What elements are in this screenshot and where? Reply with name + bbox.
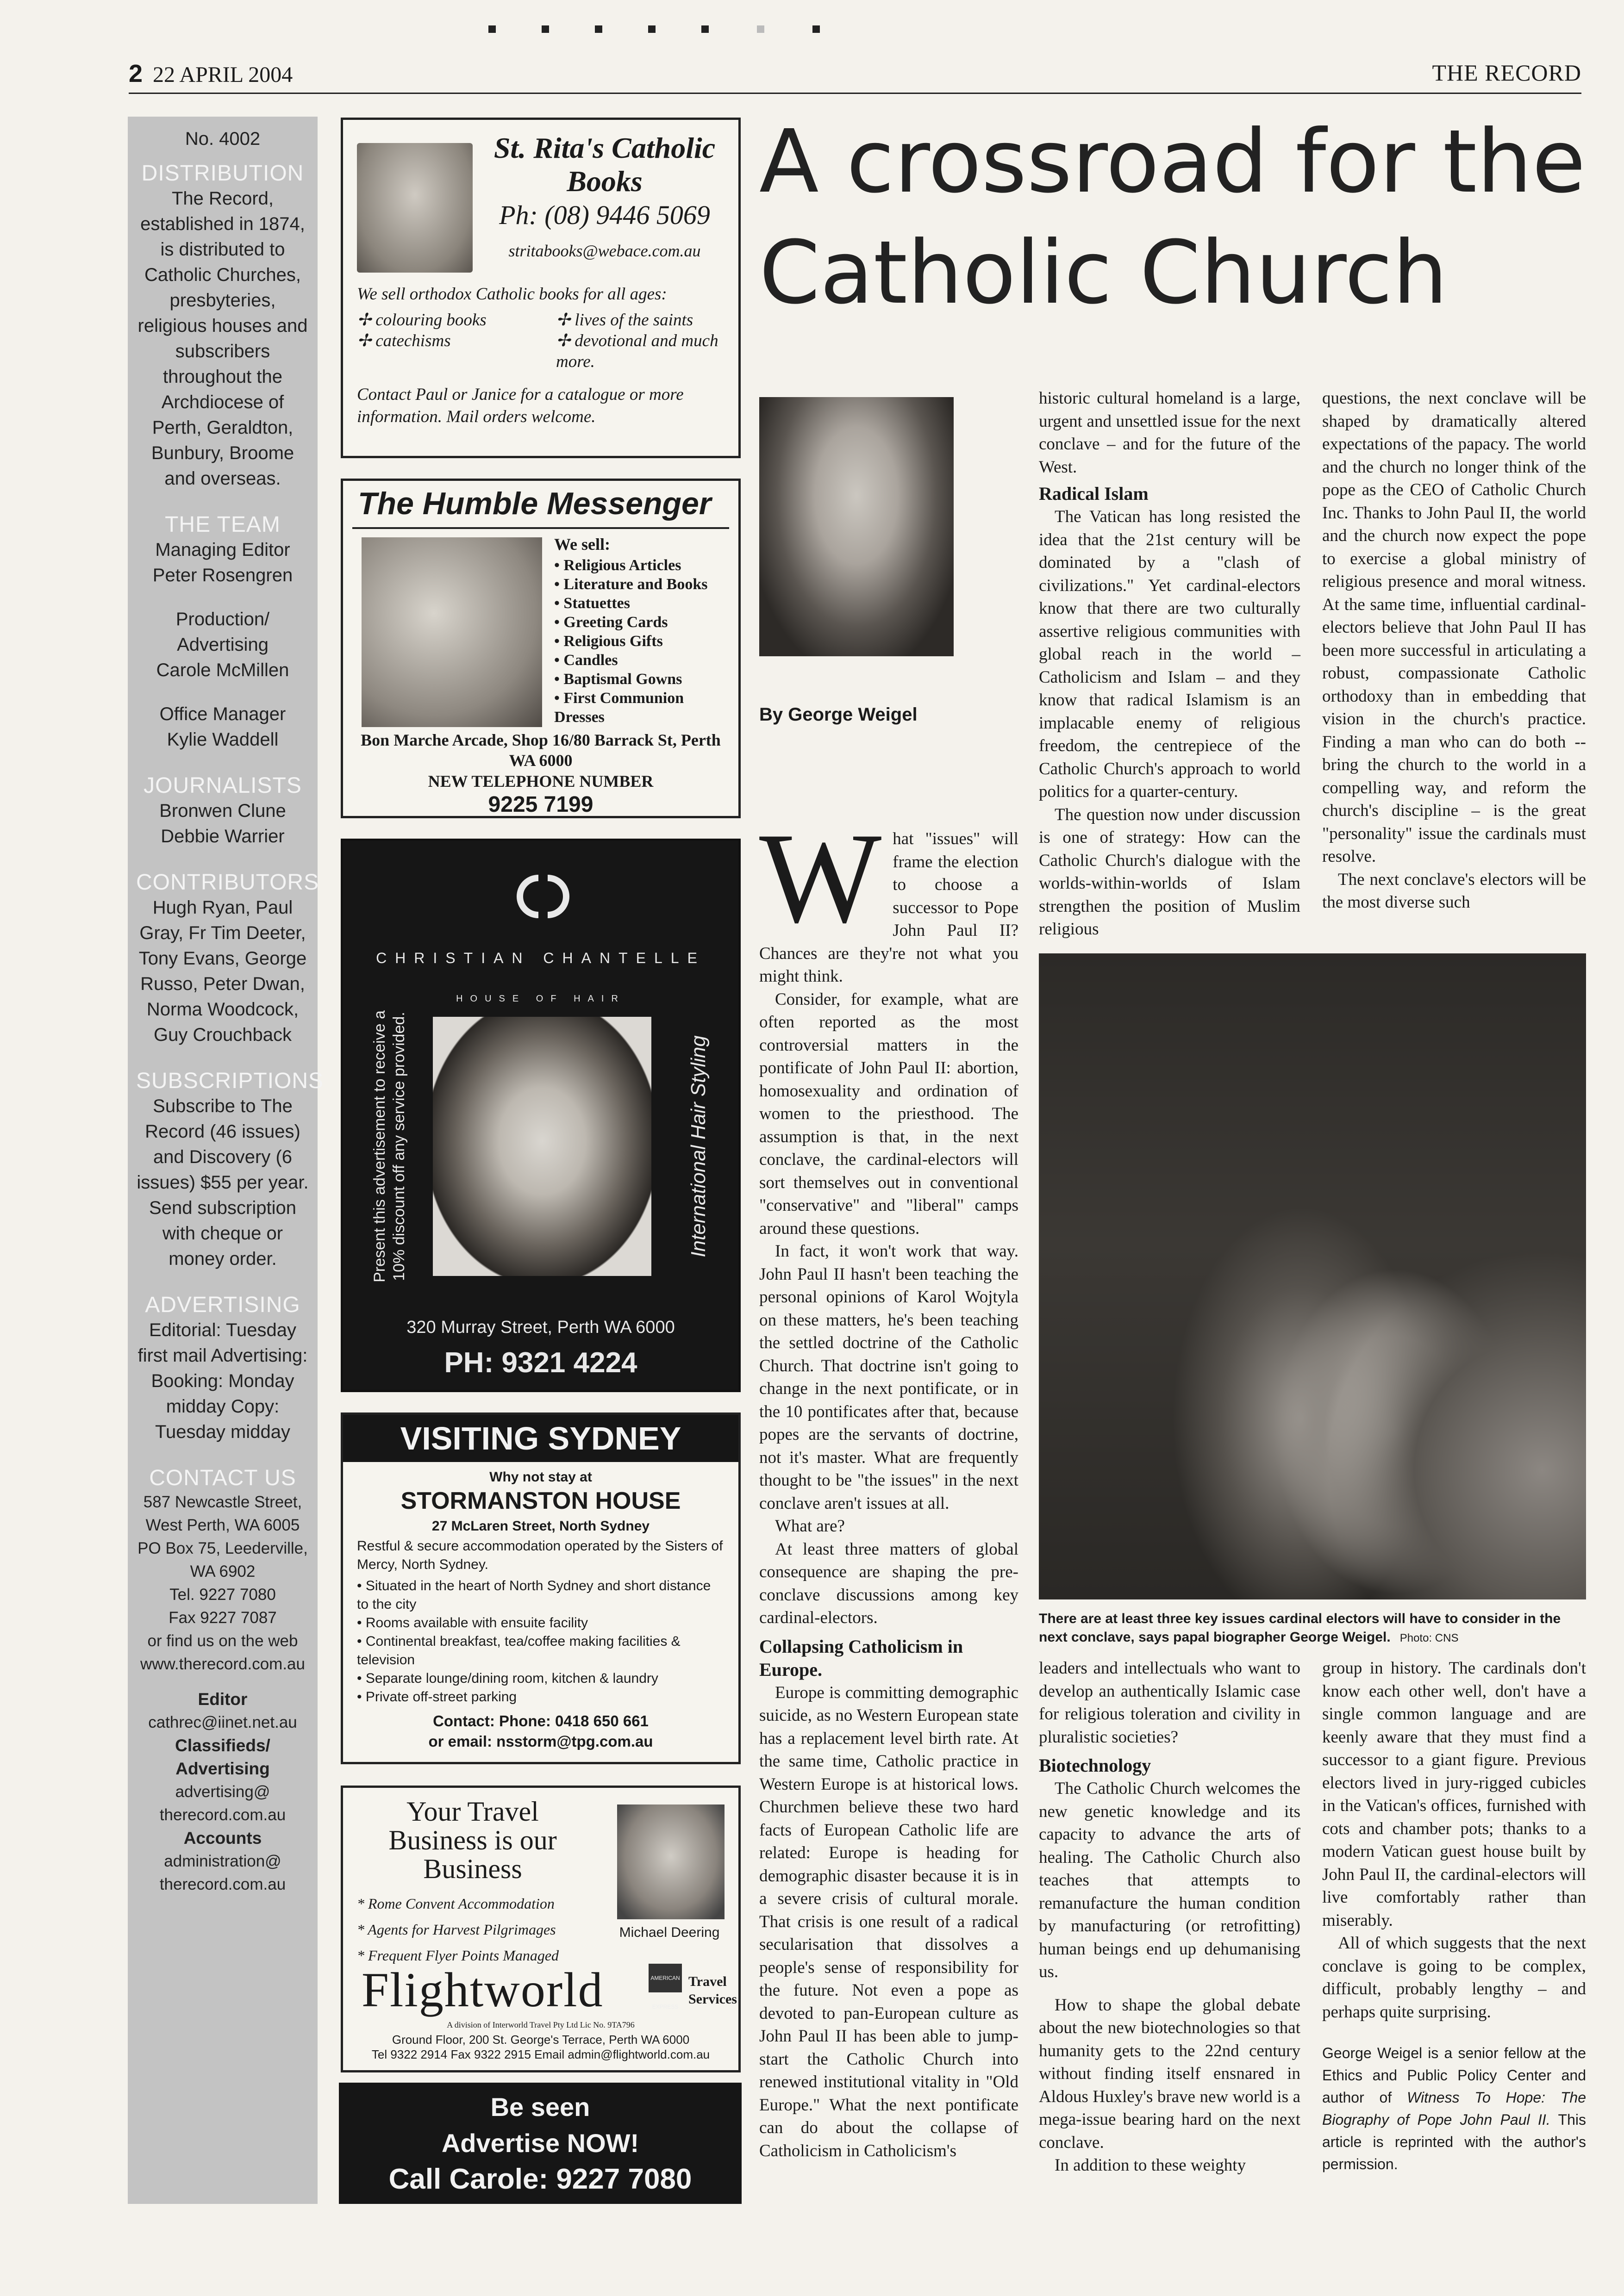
ad-item: • Greeting Cards: [554, 614, 668, 631]
ad-address: 320 Murray Street, Perth WA 6000: [406, 1318, 675, 1337]
subscriptions-heading: SUBSCRIPTIONS: [136, 1069, 324, 1093]
page-number: 2: [129, 60, 143, 87]
ad-item: • Statuettes: [554, 595, 630, 612]
christian-chantelle-ad: [341, 839, 741, 1392]
article-paragraph: What are?: [775, 1517, 845, 1536]
article-headline: A crossroad for the Catholic Church: [759, 111, 1586, 324]
ad-item: ✢ lives of the saints: [556, 311, 693, 330]
managing-editor-role: Managing Editor: [155, 540, 290, 560]
ad-item: • First Communion Dresses: [554, 690, 684, 726]
ad-brand: CHRISTIAN CHANTELLE: [376, 950, 706, 966]
registration-mark: [757, 25, 764, 33]
managing-editor-name: Peter Rosengren: [152, 565, 293, 585]
ad-item: • Continental breakfast, tea/coffee making facilities & television: [357, 1634, 681, 1668]
ad-contact: Contact Paul or Janice for a catalogue or more information. Mail orders welcome.: [357, 385, 684, 426]
registration-mark: [542, 25, 549, 33]
ad-house: HOUSE OF HAIR: [456, 994, 625, 1004]
ad-new-tel-label: NEW TELEPHONE NUMBER: [428, 772, 654, 790]
ad-sell-heading: We sell:: [554, 535, 610, 554]
cherubs-image: [362, 537, 542, 727]
ad-line: Be seen: [490, 2092, 590, 2122]
registration-mark: [701, 25, 709, 33]
ad-division: A division of Interworld Travel Pty Ltd Lic No. 9TA796: [447, 2020, 635, 2029]
ad-item: ✢ devotional and much more.: [556, 331, 718, 371]
flightworld-logo: Flightworld: [362, 1963, 604, 2017]
cc-logo-icon: [506, 869, 580, 924]
ad-item: • Religious Articles: [554, 557, 681, 574]
article-paragraph: All of which suggests that the next conclave is going to be complex, difficult, probably lengthy – and perhaps quite surprising.: [1322, 1934, 1586, 2022]
ad-phone: Ph: (08) 9446 5069: [499, 200, 710, 230]
contact-web: or find us on the web www.therecord.com.au: [140, 1632, 305, 1673]
ad-item-list: [554, 556, 735, 727]
article-paragraph: At least three matters of global consequence are shaping the pre-conclave discussions among key cardinal-electors.: [759, 1539, 1018, 1627]
distribution-heading: DISTRIBUTION: [141, 161, 304, 186]
amex-logo-icon: AMERICAN EXPRESS: [649, 1964, 682, 1992]
ad-heading: VISITING SYDNEY: [343, 1415, 738, 1462]
ad-item: • Separate lounge/dining room, kitchen & laundry: [357, 1671, 658, 1686]
ad-item: ✢ colouring books: [357, 311, 487, 330]
article-column-3-bottom: [1322, 1657, 1586, 2175]
ad-contact-phone: Contact: Phone: 0418 650 661: [433, 1712, 649, 1730]
article-subheading: Radical Islam: [1039, 483, 1149, 504]
ad-address-line: Ground Floor, 200 St. George's Terrace, Perth WA 6000: [392, 2033, 690, 2047]
ad-item: • Baptismal Gowns: [554, 671, 682, 688]
article-subheading: Collapsing Catholicism in Europe.: [759, 1636, 963, 1680]
saint-rita-image: [357, 143, 473, 273]
article-paragraph: group in history. The cardinals don't know each other well, don't have a single common language and are keenly aware that they must find a successor to a giant figure. Previous electors lived in jury-rigged cubicles in the Vatican's offices, furnished with cots and chamber pots; thanks to a modern Vatican guest house built by John Paul II, the cardinal-electors will live comfortably rather than miserably.: [1322, 1659, 1586, 1930]
article-subheading: Biotechnology: [1039, 1755, 1151, 1776]
registration-mark: [488, 25, 496, 33]
agent-photo: [617, 1804, 725, 1919]
article-byline: By George Weigel: [759, 704, 918, 725]
editor-email: cathrec@iinet.net.au: [148, 1713, 297, 1731]
ad-contact-email: or email: nsstorm@tpg.com.au: [428, 1733, 653, 1750]
ad-item: * Frequent Flyer Points Managed: [357, 1947, 559, 1964]
editor-label: Editor: [198, 1690, 248, 1709]
cardinals-photo: [1039, 953, 1586, 1599]
article-paragraph: Consider, for example, what are often reported as the most controversial matters in the pontificate of John Paul II: abortion, homosexuality and ordination of women to the priesthood. The assumption is that, in the next conclave, the cardinal-electors will sort themselves out in conventional "conservative" and "liberal" camps around these questions.: [759, 989, 1018, 1238]
ad-tagline: International Hair Styling: [687, 1035, 710, 1257]
registration-mark: [595, 25, 602, 33]
humble-messenger-ad: [341, 479, 741, 818]
ad-item: * Rome Convent Accommodation: [357, 1895, 555, 1912]
production-name: Carole McMillen: [156, 660, 289, 680]
author-bio: [1322, 2042, 1586, 2175]
ad-description: Restful & secure accommodation operated by the Sisters of Mercy, North Sydney.: [357, 1538, 723, 1572]
ad-title: The Humble Messenger: [358, 486, 712, 521]
contact-address: 587 Newcastle Street, West Perth, WA 6005 PO Box 75, Leederville, WA 6902: [137, 1493, 308, 1580]
ad-item: • Private off-street parking: [357, 1689, 517, 1705]
bio-text: This article is reprinted with the author's permission.: [1322, 2111, 1587, 2172]
ad-heading: Your Travel Business is our Business: [388, 1796, 557, 1884]
photo-caption: [1039, 1610, 1586, 1648]
accounts-email: administration@ therecord.com.au: [159, 1852, 286, 1893]
article-paragraph: The next conclave's electors will be the most diverse such: [1322, 870, 1586, 912]
contributors-text: Hugh Ryan, Paul Gray, Fr Tim Deeter, Tony Evans, George Russo, Peter Dwan, Norma Woodcock, Guy Crouchback: [138, 897, 307, 1045]
ad-item: * Agents for Harvest Pilgrimages: [357, 1921, 556, 1938]
article-paragraph: In addition to these weighty: [1055, 2156, 1246, 2175]
ad-line: Advertise NOW!: [441, 2128, 639, 2158]
ad-address: [357, 2032, 725, 2062]
distribution-text: The Record, established in 1874, is distributed to Catholic Churches, presbyteries, religious houses and subscribers throughout the Archdiocese of Perth, Geraldton, Bunbury, Broome and overseas.: [137, 188, 308, 489]
accounts-label: Accounts: [183, 1829, 262, 1848]
ad-name: STORMANSTON HOUSE: [400, 1487, 681, 1514]
ad-email: stritabooks@webace.com.au: [508, 242, 701, 260]
ad-item: ✢ catechisms: [357, 331, 451, 350]
team-heading: THE TEAM: [165, 512, 281, 537]
ad-title: St. Rita's Catholic Books: [493, 131, 716, 198]
flightworld-ad: [341, 1786, 741, 2072]
office-manager-name: Kylie Waddell: [167, 729, 279, 750]
subscriptions-text: Subscribe to The Record (46 issues) and Discovery (6 issues) $55 per year. Send subscription with cheque or money order.: [137, 1096, 309, 1269]
photo-credit: Photo: CNS: [1399, 1632, 1459, 1644]
author-photo: [759, 397, 954, 656]
journalists-heading: JOURNALISTS: [144, 773, 302, 798]
ad-contact: [343, 1711, 738, 1752]
agent-name: Michael Deering: [619, 1925, 720, 1940]
journalist-name: Debbie Warrier: [161, 826, 285, 846]
ad-item: • Literature and Books: [554, 576, 708, 593]
article-paragraph: How to shape the global debate about the new biotechnologies so that humanity gets to the 22nd century without finding itself ensnared in Aldous Huxley's brave new world is a mega-issue bearing hard on the next conclave.: [1039, 1995, 1300, 2152]
article-paragraph: The Vatican has long resisted the idea that the 21st century will be dominated by a "clash of civilizations." Yet cardinal-electors know that there are two culturally assertive religious communities with global reach in the world – Catholicism and Islam – and they know that radical Islamism is an implacable enemy of religious freedom, the centrepiece of the Catholic Church's approach to world politics for a quarter-century.: [1039, 507, 1300, 801]
ad-item: • Situated in the heart of North Sydney and short distance to the city: [357, 1578, 711, 1612]
issue-number: No. 4002: [185, 129, 261, 149]
article-column-3-top: [1322, 387, 1586, 914]
header-rule: [129, 93, 1581, 94]
contact-fax: Fax 9227 7087: [169, 1609, 277, 1627]
ad-item: • Religious Gifts: [554, 633, 663, 650]
advertising-text: Editorial: Tuesday first mail Advertising: Booking: Monday midday Copy: Tuesday midday: [137, 1320, 308, 1442]
article-paragraph: questions, the next conclave will be shaped by dramatically altered expectations of the papacy. The world and the church no longer think of the pope as the CEO of Catholic Church Inc. Thanks to John Paul II, the world and the church now expect the pope to exercise a global ministry of religious presence and moral witness. At the same time, influential cardinal-electors believe that John Paul II has been more successful in articulating a robust, compassionate Catholic orthodoxy than in embedding that vision in the church's practice. Finding a man who can do both -- bring the church to the world in a compelling way, and reform the church's discipline – is the great "personality" issue the cardinals must resolve.: [1322, 389, 1586, 866]
bio-book-title: Witness To Hope: The Biography of Pope John Paul II.: [1322, 2089, 1587, 2128]
advertising-heading: ADVERTISING: [145, 1293, 300, 1317]
masthead-sidebar: [128, 117, 324, 2204]
classifieds-email: advertising@ therecord.com.au: [159, 1783, 286, 1824]
article-paragraph: In fact, it won't work that way. John Paul II hasn't been teaching the personal opinions of Karol Wojtyla on these matters, he's been teaching the settled doctrine of the Catholic Church. That doctrine isn't going to change in the next pontificate, or in the 10 pontificates after that, because popes are the servants of doctrine, not it's master. What are frequently thought to be "the issues" in the next conclave aren't issues at all.: [759, 1242, 1018, 1513]
journalist-name: Bronwen Clune: [159, 801, 286, 821]
ad-contact-line: Tel 9322 2914 Fax 9322 2915 Email admin@flightworld.com.au: [371, 2047, 710, 2061]
article-paragraph: hat "issues" will frame the election to choose a successor to Pope John Paul II? Chances are they're not what you might think.: [759, 829, 1018, 986]
page-header-left: [129, 59, 293, 88]
issue-date: 22 APRIL 2004: [153, 62, 293, 87]
article-paragraph: historic cultural homeland is a large, urgent and unsettled issue for the next conclave – and for the future of the West.: [1039, 389, 1300, 477]
article-paragraph: leaders and intellectuals who want to develop an authentically Islamic case for religious toleration and civility in pluralistic societies?: [1039, 1659, 1300, 1747]
ad-item-list: [357, 1891, 607, 1968]
visiting-sydney-ad: [341, 1412, 741, 1764]
drop-cap: W: [759, 806, 882, 950]
ad-why: Why not stay at: [489, 1469, 592, 1485]
ad-rule: [352, 527, 729, 529]
article-column-1: [759, 806, 1018, 2162]
contact-heading: CONTACT US: [149, 1466, 296, 1490]
ad-item: • Rooms available with ensuite facility: [357, 1615, 588, 1630]
ad-item-list: [357, 1577, 725, 1706]
ad-phone: PH: 9321 4224: [444, 1347, 637, 1379]
ad-sell-line: We sell orthodox Catholic books for all ages:: [357, 285, 667, 304]
ad-tel: 9225 7199: [488, 792, 593, 817]
registration-mark: [812, 25, 820, 33]
registration-mark: [648, 25, 656, 33]
contributors-heading: CONTRIBUTORS: [136, 870, 319, 895]
st-ritas-books-ad: [341, 118, 741, 458]
ad-line: Call Carole: 9227 7080: [388, 2163, 692, 2195]
ad-discount-text: Present this advertisement to receive a 10% discount off any service provided.: [371, 1010, 408, 1282]
bio-text: George Weigel is a senior fellow at the Ethics and Public Policy Center and author of: [1322, 2045, 1586, 2106]
ad-address: Bon Marche Arcade, Shop 16/80 Barrack St, Perth WA 6000: [361, 731, 721, 770]
travel-services: Travel Services: [688, 1974, 737, 2007]
article-paragraph: The question now under discussion is one of strategy: How can the Catholic Church's dialogue with the worlds-within-worlds of Islam strengthen the position of Muslim religious: [1039, 805, 1300, 939]
ad-street: 27 McLaren Street, North Sydney: [431, 1518, 650, 1534]
article-paragraph: The Catholic Church welcomes the new genetic knowledge and its capacity to advance the arts of healing. The Catholic Church also teaches that attempts to remanufacture the human condition by manufacturing (or retrofitting) human beings end up dehumanising us.: [1039, 1779, 1300, 1981]
ad-item: • Candles: [554, 652, 618, 669]
contact-tel: Tel. 9227 7080: [169, 1586, 276, 1604]
article-paragraph: Europe is committing demographic suicide, as no Western European state has a replacement level birth rate. At the same time, Catholic practice in Western Europe is at historical lows. Churchmen believe these two hard facts of European Catholic life are related: Europe is heading for demographic disaster because it is in a severe crisis of cultural morale. That crisis is one result of a radical secularisation that dissolves a people's sense of responsibility for the future. Not even a pope as devoted to pan-European culture as John Paul II has been able to jump-start the Catholic Church into renewed institutional vitality in "Old Europe." What the next pontificate can do about the collapse of Catholicism in Catholicism's: [759, 1683, 1018, 2160]
article-column-2-top: [1039, 387, 1300, 941]
caption-text: There are at least three key issues cardinal electors will have to consider in the next conclave, says papal biographer George Weigel.: [1039, 1611, 1561, 1645]
production-role: Production/ Advertising: [175, 609, 270, 655]
publication-name: THE RECORD: [1432, 60, 1581, 86]
advertise-now-ad: [339, 2083, 742, 2204]
office-manager-role: Office Manager: [159, 704, 286, 724]
model-photo: [433, 1017, 651, 1276]
article-column-2-bottom: [1039, 1657, 1300, 2177]
classifieds-label: Classifieds/ Advertising: [175, 1736, 270, 1778]
